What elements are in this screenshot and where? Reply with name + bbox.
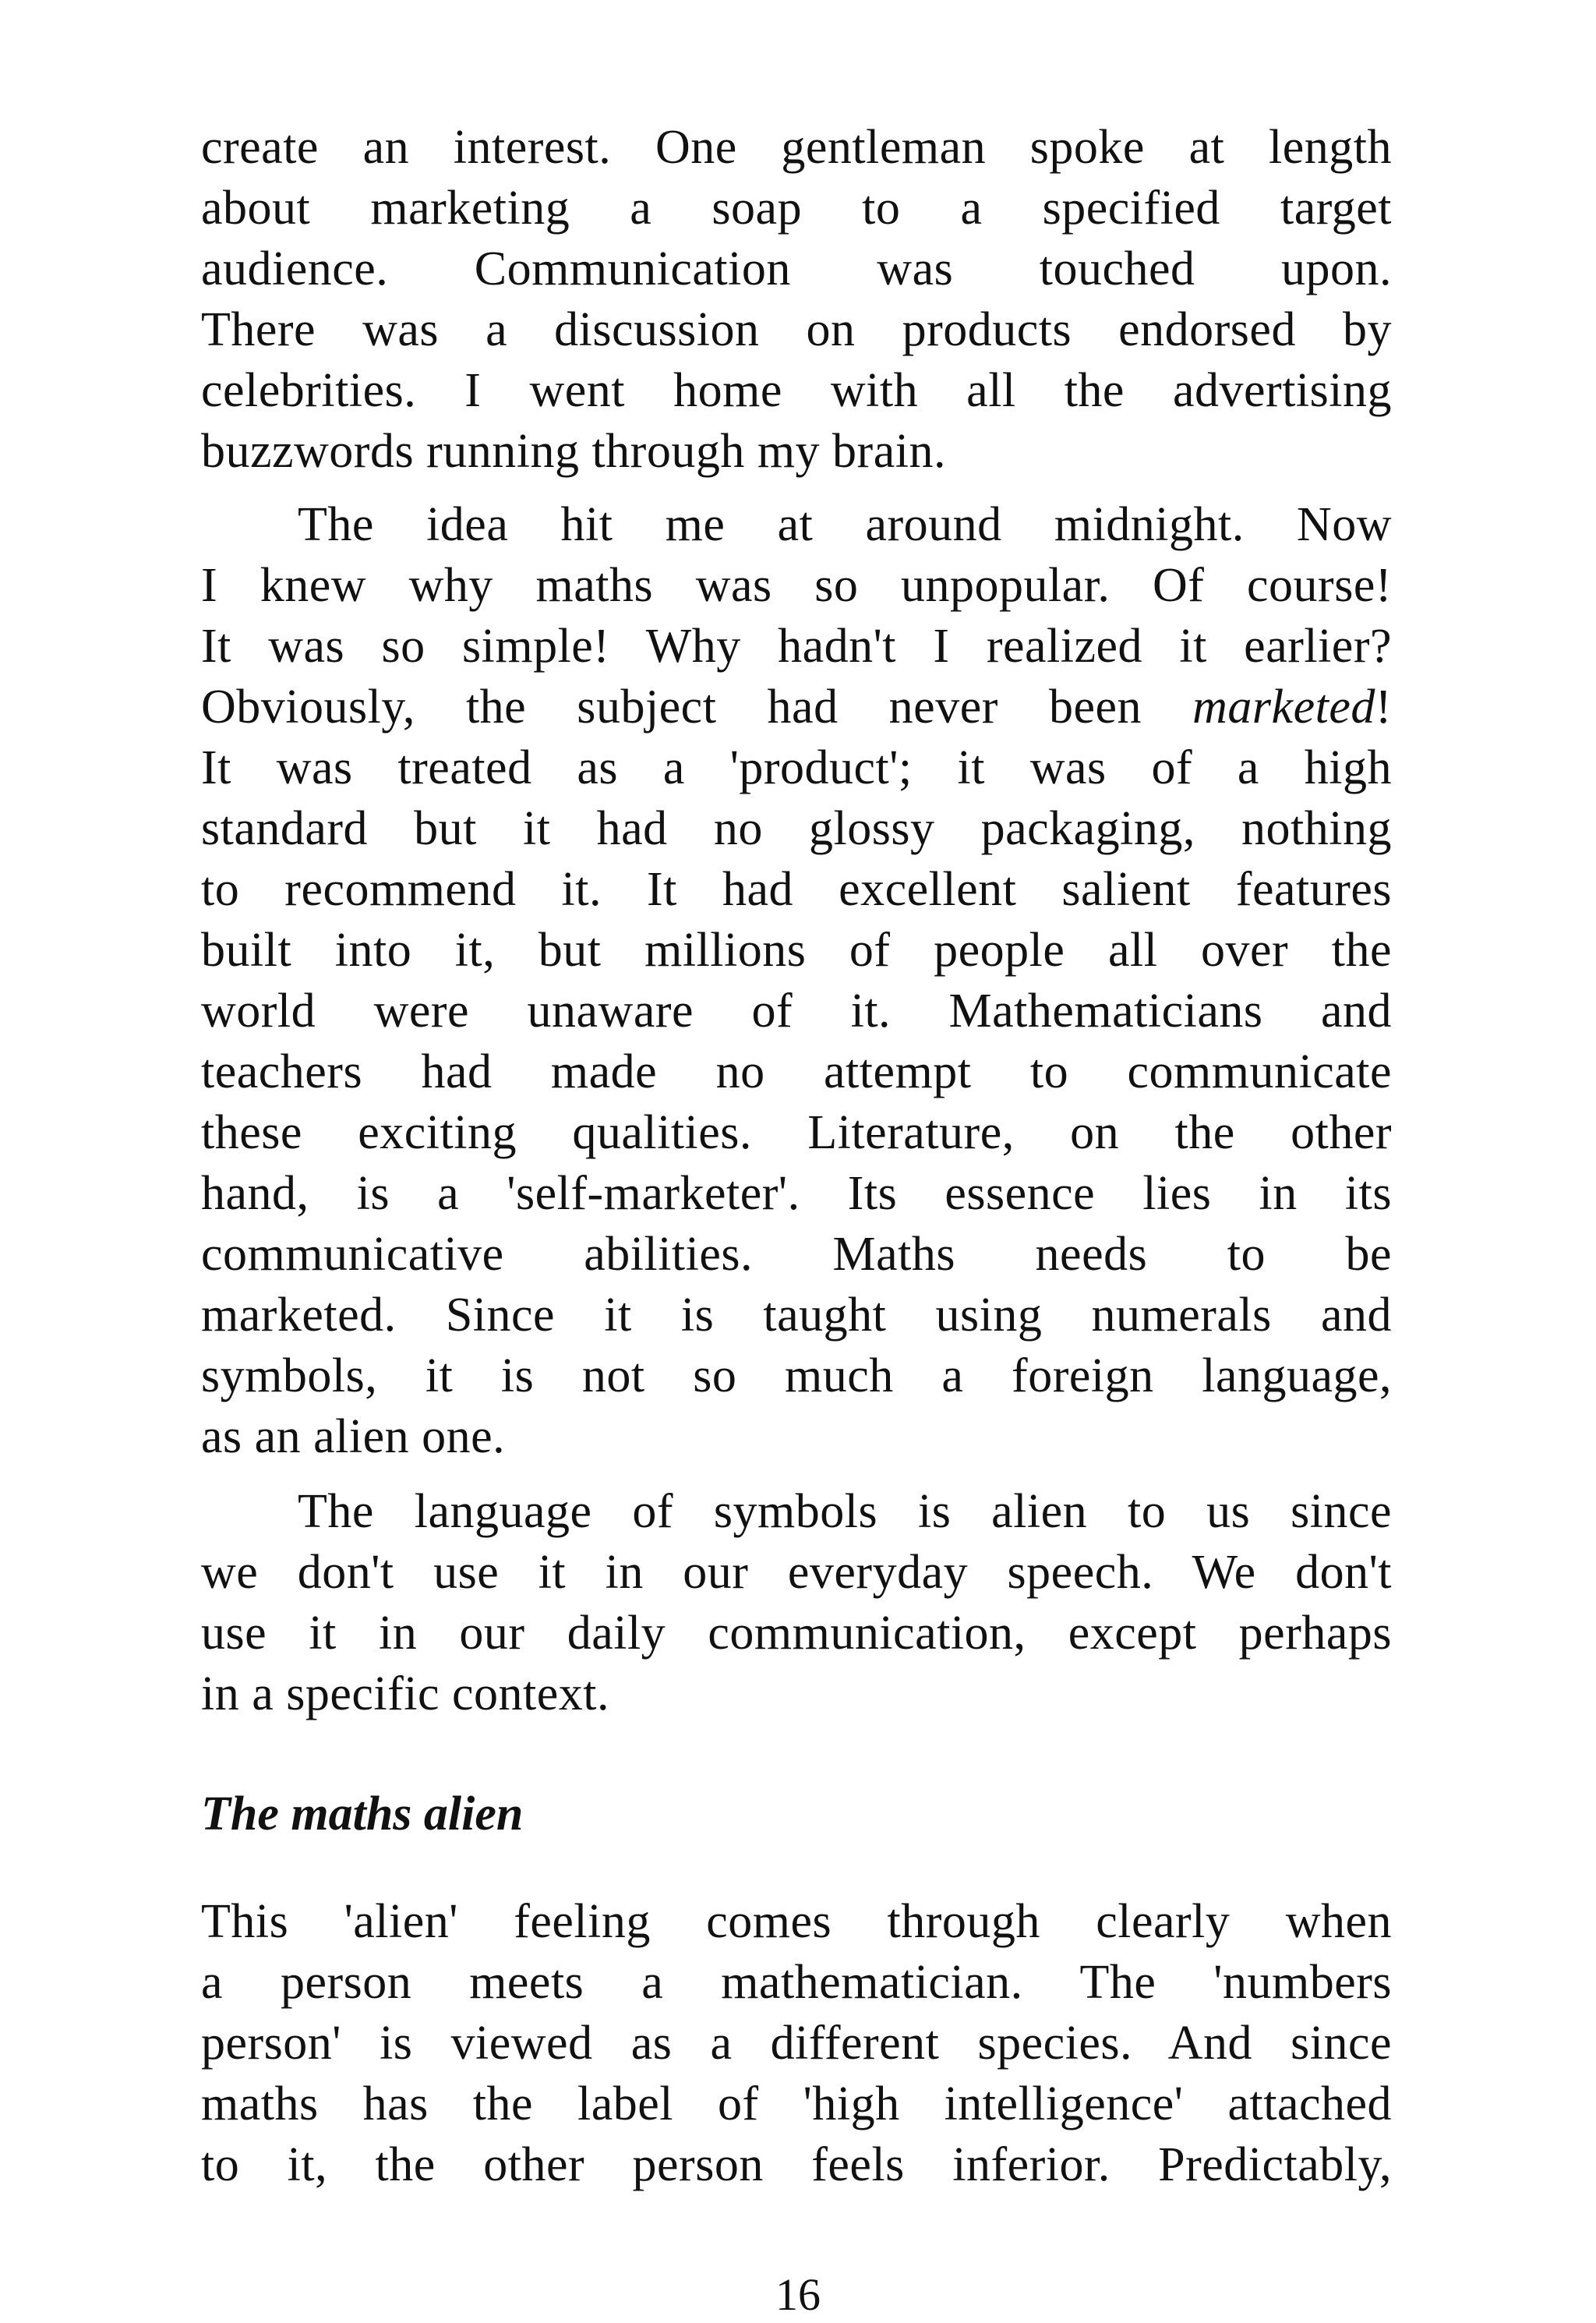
text-line: use it in our daily communication, except perhaps	[201, 1607, 1392, 1660]
text-line: The idea hit me at around midnight. Now	[298, 498, 1392, 551]
text-line: person' is viewed as a different species. And since	[201, 2017, 1392, 2070]
text-segment: !	[1375, 681, 1392, 734]
text-line: audience. Communication was touched upon.	[201, 242, 1392, 295]
text-line: celebrities. I went home with all the advertising	[201, 364, 1392, 417]
text-line: It was so simple! Why hadn't I realized it earlier?	[201, 620, 1392, 673]
paragraph-1	[201, 117, 1392, 482]
section-heading: The maths alien	[201, 1787, 524, 1840]
text-line: symbols, it is not so much a foreign language,	[201, 1349, 1392, 1402]
text-line: to it, the other person feels inferior. Predictably,	[201, 2138, 1392, 2191]
text-line: standard but it had no glossy packaging, nothing	[201, 802, 1392, 855]
text-line: There was a discussion on products endorsed by	[201, 303, 1392, 356]
text-line: as an alien one.	[201, 1410, 506, 1463]
text-line: we don't use it in our everyday speech. We don't	[201, 1546, 1392, 1599]
text-line: marketed. Since it is taught using numerals and	[201, 1289, 1392, 1342]
text-line: a person meets a mathematician. The 'numbers	[201, 1956, 1392, 2009]
text-line: It was treated as a 'product'; it was of a high	[201, 741, 1392, 794]
italic-word: marketed	[1192, 681, 1375, 734]
paragraph-3	[201, 1481, 1392, 1724]
text-line: built into it, but millions of people all over the	[201, 924, 1392, 977]
text-line: create an interest. One gentleman spoke at length	[201, 121, 1392, 174]
page-number: 16	[775, 2269, 821, 2320]
text-line: to recommend it. It had excellent salient features	[201, 863, 1392, 916]
text-line: these exciting qualities. Literature, on the other	[201, 1106, 1392, 1159]
text-line: world were unaware of it. Mathematicians and	[201, 985, 1392, 1038]
text-line: buzzwords running through my brain.	[201, 425, 946, 478]
text-line: This 'alien' feeling comes through clearly when	[201, 1895, 1392, 1948]
text-line: teachers had made no attempt to communicate	[201, 1045, 1392, 1098]
paragraph-4	[201, 1891, 1392, 2195]
text-line-with-italic	[201, 677, 1392, 737]
text-line: communicative abilities. Maths needs to be	[201, 1228, 1392, 1281]
text-line: The language of symbols is alien to us since	[298, 1485, 1392, 1538]
text-line: about marketing a soap to a specified target	[201, 182, 1392, 235]
text-line: in a specific context.	[201, 1667, 610, 1720]
text-segment: Obviously, the subject had never been	[201, 681, 1193, 734]
text-line: I knew why maths was so unpopular. Of course!	[201, 559, 1392, 612]
text-line: maths has the label of 'high intelligence' attached	[201, 2077, 1392, 2130]
paragraph-2	[201, 494, 1392, 1467]
text-line: hand, is a 'self-marketer'. Its essence lies in its	[201, 1167, 1392, 1220]
